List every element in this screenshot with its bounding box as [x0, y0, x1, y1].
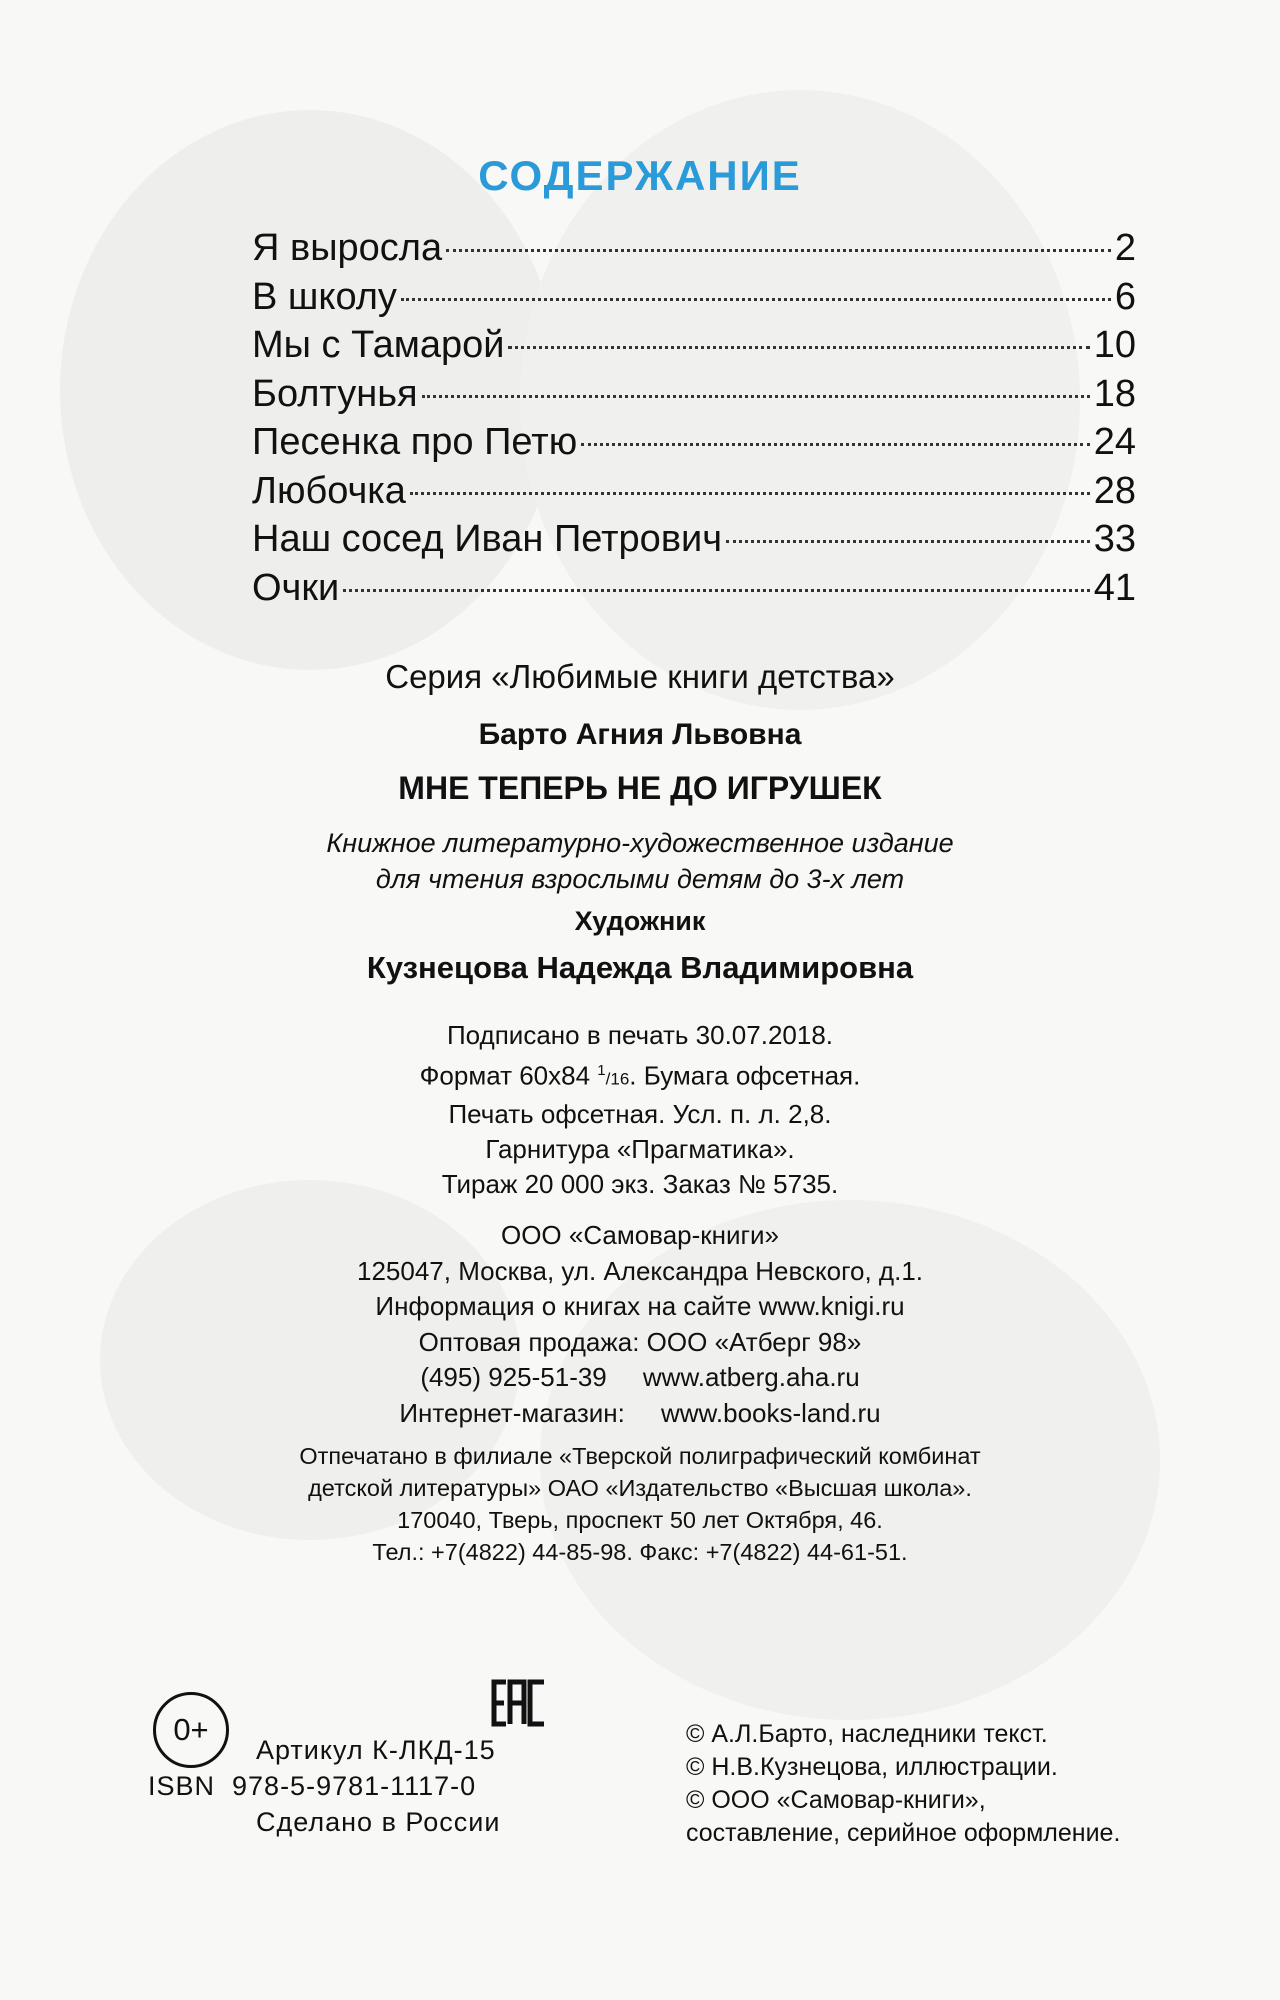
product-codes [148, 1732, 500, 1840]
toc-entry-page: 41 [1093, 566, 1136, 609]
artist-label: Художник [574, 906, 706, 936]
format-line: Формат 60x84 $^1$/16. Бумага офсетная. [419, 1060, 861, 1091]
toc-entry [252, 321, 1136, 370]
toc-entry-title: Я выросла [252, 227, 443, 269]
print-run-line: Тираж 20 000 экз. Заказ № 5735. [441, 1168, 839, 1199]
publisher-info [0, 1218, 1280, 1431]
artist-name: Кузнецова Надежда Владимировна [366, 950, 914, 985]
toc-leader-dots [446, 249, 1111, 252]
edition-description: Книжное литературно-художественное издание [326, 828, 954, 858]
copyright-line: © ООО «Самовар-книги», [686, 1786, 986, 1814]
publisher-website: Информация о книгах на сайте www.knigi.ru [375, 1291, 905, 1321]
toc-entry-page: 28 [1093, 469, 1136, 512]
toc-entry-title: Песенка про Петю [252, 421, 578, 463]
toc-leader-dots [401, 298, 1111, 301]
toc-leader-dots [422, 395, 1090, 398]
age-rating-badge: 0+ [153, 1692, 229, 1768]
toc-entry-page: 10 [1093, 324, 1136, 366]
toc-entry [252, 467, 1136, 516]
toc-entry-page: 33 [1093, 518, 1136, 560]
toc-entry [252, 515, 1136, 564]
eac-certification-icon [490, 1678, 548, 1728]
toc-entry-title: Любочка [252, 469, 406, 512]
toc-entry-title: В школу [252, 275, 397, 318]
toc-entry-title: Мы с Тамарой [252, 324, 505, 366]
toc-entry-page: 18 [1093, 372, 1136, 415]
toc-leader-dots [581, 443, 1090, 446]
printer-line: детской литературы» ОАО «Издательство «Высшая школа». [308, 1475, 972, 1501]
toc-entry [252, 370, 1136, 419]
publisher-name: ООО «Самовар-книги» [500, 1220, 780, 1250]
toc-entry [252, 564, 1136, 613]
toc-leader-dots [508, 346, 1089, 349]
print-specifications [0, 1018, 1280, 1202]
series-name: Серия «Любимые книги детства» [385, 658, 895, 695]
article-number: Артикул К-ЛКД-15 [256, 1735, 496, 1765]
copyright-line: © Н.В.Кузнецова, иллюстрации. [686, 1753, 1058, 1781]
toc-entry-title: Наш сосед Иван Петрович [252, 518, 723, 560]
toc-leader-dots [726, 540, 1090, 543]
printer-info [0, 1440, 1280, 1568]
copyright-line: составление, серийное оформление. [686, 1819, 1121, 1847]
toc-entry [252, 418, 1136, 467]
table-of-contents [252, 224, 1136, 612]
toc-entry-page: 24 [1093, 421, 1136, 463]
printer-line: Тел.: +7(4822) 44-85-98. Факс: +7(4822) 44-61-51. [372, 1539, 908, 1565]
edition-description: для чтения взрослыми детям до 3-х лет [375, 864, 905, 894]
toc-entry-title: Очки [252, 566, 340, 609]
toc-entry [252, 273, 1136, 322]
toc-entry-page: 2 [1114, 227, 1136, 269]
author-name: Барто Агния Львовна [478, 718, 802, 751]
toc-leader-dots [343, 589, 1090, 592]
copyright-block [686, 1718, 1120, 1850]
toc-entry-title: Болтунья [252, 372, 418, 415]
book-title: МНЕ ТЕПЕРЬ НЕ ДО ИГРУШЕК [398, 770, 882, 806]
publisher-address: 125047, Москва, ул. Александра Невского, д.1. [356, 1255, 924, 1286]
toc-entry-page: 6 [1114, 275, 1136, 318]
wholesale-line: Оптовая продажа: ООО «Атберг 98» [418, 1326, 862, 1357]
printer-line: Отпечатано в филиале «Тверской полиграфический комбинат [299, 1443, 981, 1469]
typeface-line: Гарнитура «Прагматика». [485, 1133, 795, 1164]
toc-title: СОДЕРЖАНИЕ [478, 152, 802, 199]
printing-line: Печать офсетная. Усл. п. л. 2,8. [448, 1098, 832, 1129]
online-shop-line: Интернет-магазин: www.books-land.ru [399, 1397, 881, 1428]
copyright-line: © А.Л.Барто, наследники текст. [686, 1720, 1048, 1748]
isbn: ISBN 978-5-9781-1117-0 [148, 1771, 477, 1801]
toc-leader-dots [410, 492, 1090, 495]
signed-date: Подписано в печать 30.07.2018. [446, 1020, 834, 1050]
toc-entry [252, 224, 1136, 273]
printer-line: 170040, Тверь, проспект 50 лет Октября, 46. [397, 1507, 883, 1533]
phone-line: (495) 925-51-39 www.atberg.aha.ru [420, 1362, 860, 1392]
made-in-russia: Сделано в России [256, 1807, 501, 1837]
